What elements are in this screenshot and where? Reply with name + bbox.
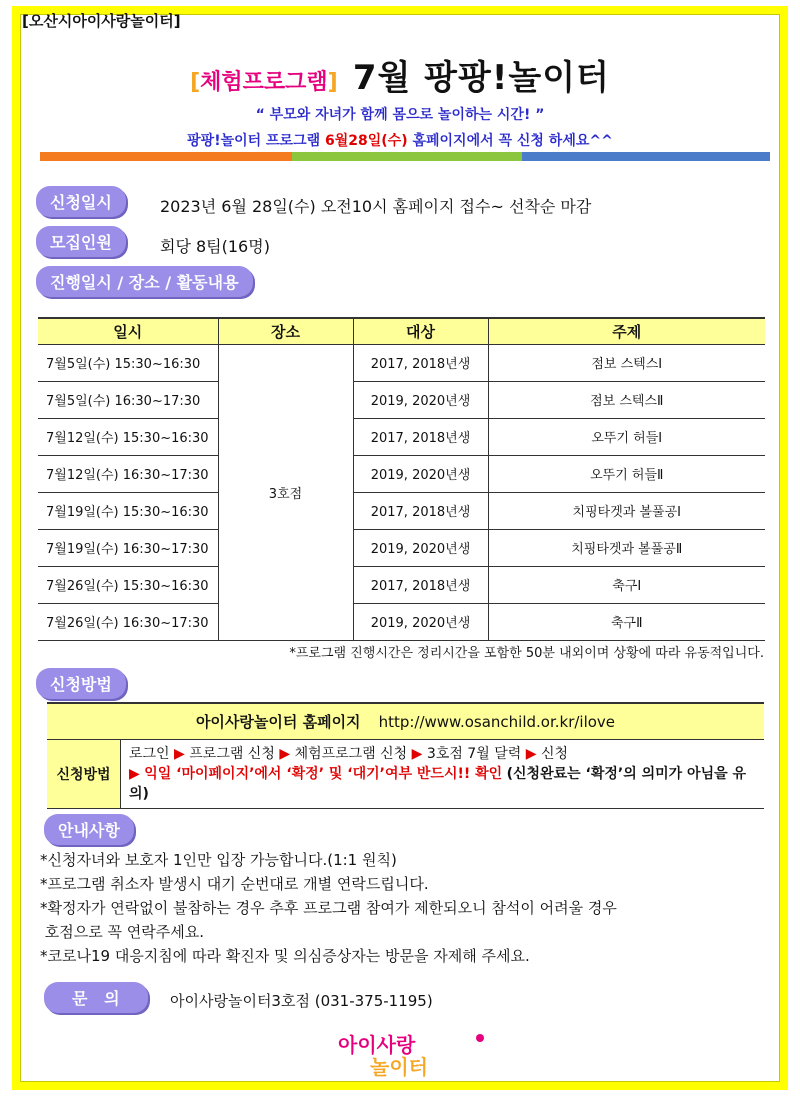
table-note: *프로그램 진행시간은 정리시간을 포함한 50분 내외이며 상황에 따라 유동적입니다. [289, 646, 764, 661]
section-label-schedule: 진행일시 / 장소 / 활동내용 [36, 266, 253, 297]
arrow-icon: ▶ [129, 766, 140, 782]
page-title [0, 50, 800, 99]
title-program: 체험프로그램 [200, 70, 328, 95]
table-row: 7월5일(수) 15:30~16:30 3호점 2017, 2018년생 점보 스텍스Ⅰ [38, 344, 765, 381]
table-header-row [38, 318, 765, 344]
color-bar-blue [522, 152, 770, 161]
col-header-date: 일시 [38, 318, 218, 344]
schedule-table [38, 317, 765, 641]
apply-steps: 로그인 ▶ 프로그램 신청 ▶ 체험프로그램 신청 ▶ 3호점 7월 달력 ▶ 신청 ▶ 익일 ‘마이페이지’에서 ‘확정’ 및 ‘대기’여부 반드시!! 확인 (신청완료는 ‘확정’의 의미가 아님을 유의) [129, 746, 747, 802]
subtitle-apply-notice: 팡팡!놀이터 프로그램 6월28일(수) 홈페이지에서 꼭 신청 하세요^^ [187, 133, 613, 149]
table-row: 7월5일(수) 16:30~17:30 2019, 2020년생 점보 스텍스Ⅱ [38, 381, 765, 418]
notice-list [40, 848, 617, 968]
section-label-method: 신청방법 [36, 668, 126, 699]
table-row: 7월26일(수) 16:30~17:30 2019, 2020년생 축구Ⅱ [38, 603, 765, 640]
arrow-icon: ▶ [174, 746, 185, 762]
col-header-topic: 주제 [488, 318, 765, 344]
col-header-target: 대상 [353, 318, 488, 344]
apply-row-label: 신청방법 [47, 740, 121, 808]
capacity-text: 회당 8팀(16명) [160, 237, 270, 256]
header-tag: [오산시아이사랑놀이터] [22, 12, 181, 30]
subtitle: “ 부모와 자녀가 함께 몸으로 놀이하는 시간! ” [255, 107, 545, 123]
list-item: *프로그램 취소자 발생시 대기 순번대로 개별 연락드립니다. [40, 875, 429, 893]
logo-line1: 아이사랑 [338, 1033, 416, 1057]
color-bar-orange [40, 152, 292, 161]
color-bar-green [292, 152, 522, 161]
section-label-apply-date: 신청일시 [36, 186, 126, 217]
table-row: 7월19일(수) 16:30~17:30 2019, 2020년생 치핑타겟과 볼풀공Ⅱ [38, 529, 765, 566]
site-label: 아이사랑놀이터 홈페이지 [195, 713, 361, 731]
logo [330, 1030, 500, 1082]
list-item: *코로나19 대응지침에 따라 확진자 및 의심증상자는 방문을 자제해 주세요. [40, 947, 530, 965]
site-url-link[interactable]: http://www.osanchild.or.kr/ilove [378, 712, 616, 731]
table-row: 7월26일(수) 15:30~16:30 2017, 2018년생 축구Ⅰ [38, 566, 765, 603]
title-bracket-close: ] [327, 70, 338, 95]
section-label-contact: 문 의 [44, 982, 148, 1013]
apply-site-row [47, 702, 764, 740]
title-main: 7월 팡팡!놀이터 [352, 58, 610, 98]
apply-method-box [47, 702, 764, 809]
list-item: *확정자가 연락없이 불참하는 경우 추후 프로그램 참여가 제한되오니 참석이 어려울 경우 [40, 899, 617, 917]
arrow-icon: ▶ [279, 746, 291, 762]
section-label-notice: 안내사항 [44, 814, 134, 845]
title-bracket-open: [ [190, 70, 201, 95]
confirm-note: (신청완료는 ‘확정’의 의미가 아님을 유의) [129, 766, 747, 802]
list-item: *신청자녀와 보호자 1인만 입장 가능합니다.(1:1 원칙) [40, 851, 397, 869]
arrow-icon: ▶ [525, 746, 537, 762]
logo-line2: 놀이터 [370, 1055, 428, 1079]
confirm-warning: 익일 ‘마이페이지’에서 ‘확정’ 및 ‘대기’여부 반드시!! 확인 [144, 766, 503, 782]
apply-steps-row [47, 740, 764, 809]
list-item: 호점으로 꼭 연락주세요. [40, 923, 204, 941]
section-label-capacity: 모집인원 [36, 226, 126, 257]
contact-text: 아이사랑놀이터3호점 (031-375-1195) [170, 992, 433, 1010]
apply-date-text: 2023년 6월 28일(수) 오전10시 홈페이지 접수~ 선착순 마감 [160, 197, 592, 216]
table-row: 7월19일(수) 15:30~16:30 2017, 2018년생 치핑타겟과 볼풀공Ⅰ [38, 492, 765, 529]
arrow-icon: ▶ [411, 746, 423, 762]
place-cell: 3호점 [218, 344, 353, 640]
table-row: 7월12일(수) 15:30~16:30 2017, 2018년생 오뚜기 허들Ⅰ [38, 418, 765, 455]
color-bar [40, 152, 770, 161]
table-row: 7월12일(수) 16:30~17:30 2019, 2020년생 오뚜기 허들Ⅱ [38, 455, 765, 492]
col-header-place: 장소 [218, 318, 353, 344]
apply-date-highlight: 6월28일(수) [325, 133, 408, 149]
